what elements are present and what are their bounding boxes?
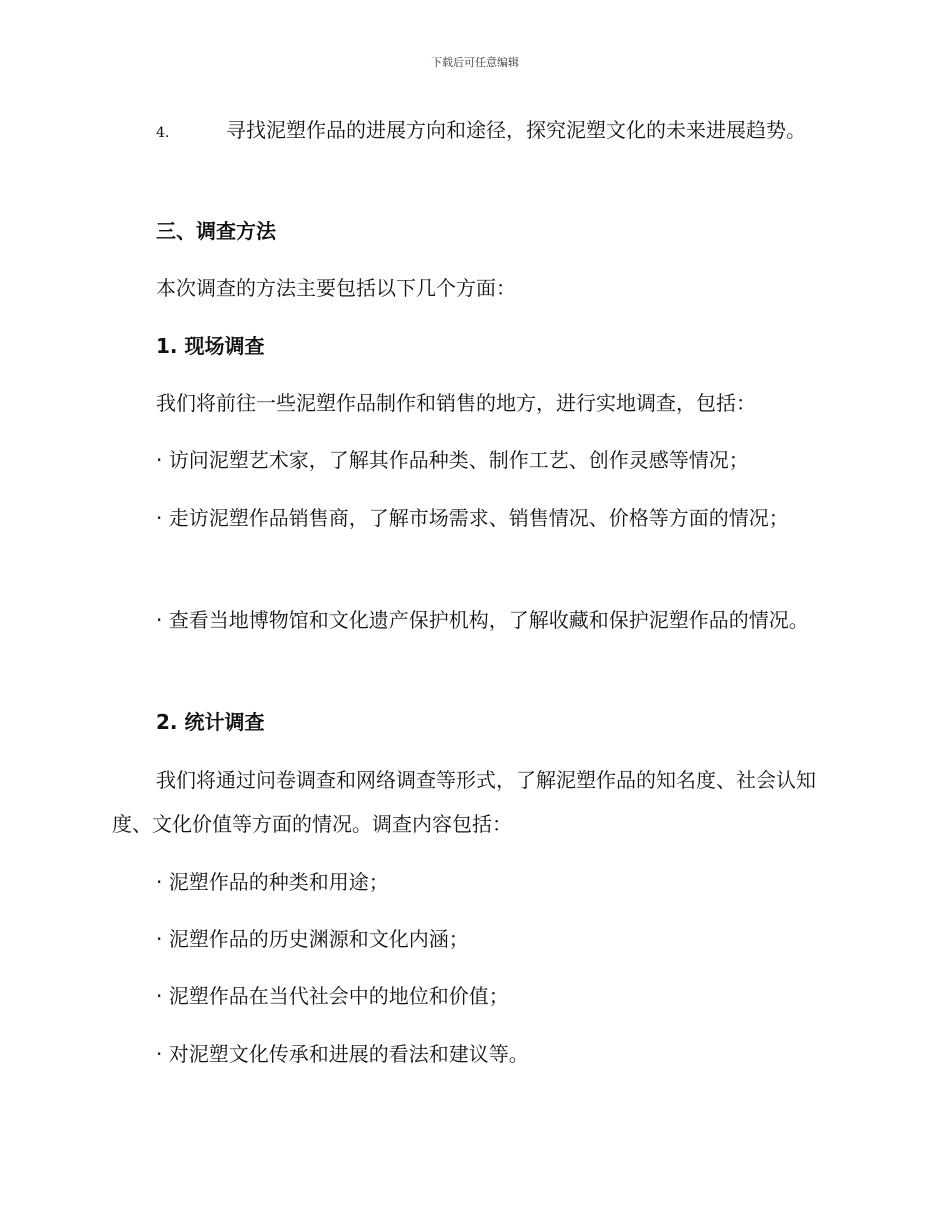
section-heading: 三、调查方法 — [156, 219, 276, 243]
bullet-item: · 对泥塑文化传承和进展的看法和建议等。 — [156, 1042, 529, 1066]
bullet-item: · 走访泥塑作品销售商，了解市场需求、销售情况、价格等方面的情况； — [156, 506, 789, 530]
bullet-item: · 泥塑作品在当代社会中的地位和价值； — [156, 984, 509, 1008]
paragraph-text: 寻找泥塑作品的进展方向和途径，探究泥塑文化的未来进展趋势。 — [226, 118, 806, 142]
paragraph: 我们将通过问卷调查和网络调查等形式，了解泥塑作品的知名度、社会认知度、文化价值等方面的情况。调查内容包括： — [112, 768, 816, 836]
paragraph: 我们将前往一些泥塑作品制作和销售的地方，进行实地调查，包括： — [156, 391, 756, 415]
bullet-item: · 查看当地博物馆和文化遗产保护机构，了解收藏和保护泥塑作品的情况。 — [156, 608, 809, 632]
paragraph: 本次调查的方法主要包括以下几个方面： — [156, 276, 516, 300]
subsection-heading: 1. 现场调查 — [156, 334, 265, 358]
bullet-item: · 泥塑作品的种类和用途； — [156, 870, 389, 894]
subsection-heading: 2. 统计调查 — [156, 710, 265, 734]
bullet-item: · 访问泥塑艺术家，了解其作品种类、制作工艺、创作灵感等情况； — [156, 448, 749, 472]
page-header: 下载后可任意编辑 — [431, 56, 519, 69]
list-number: 4. — [156, 125, 170, 141]
bullet-item: · 泥塑作品的历史渊源和文化内涵； — [156, 927, 469, 951]
list-item-4 — [112, 108, 830, 155]
